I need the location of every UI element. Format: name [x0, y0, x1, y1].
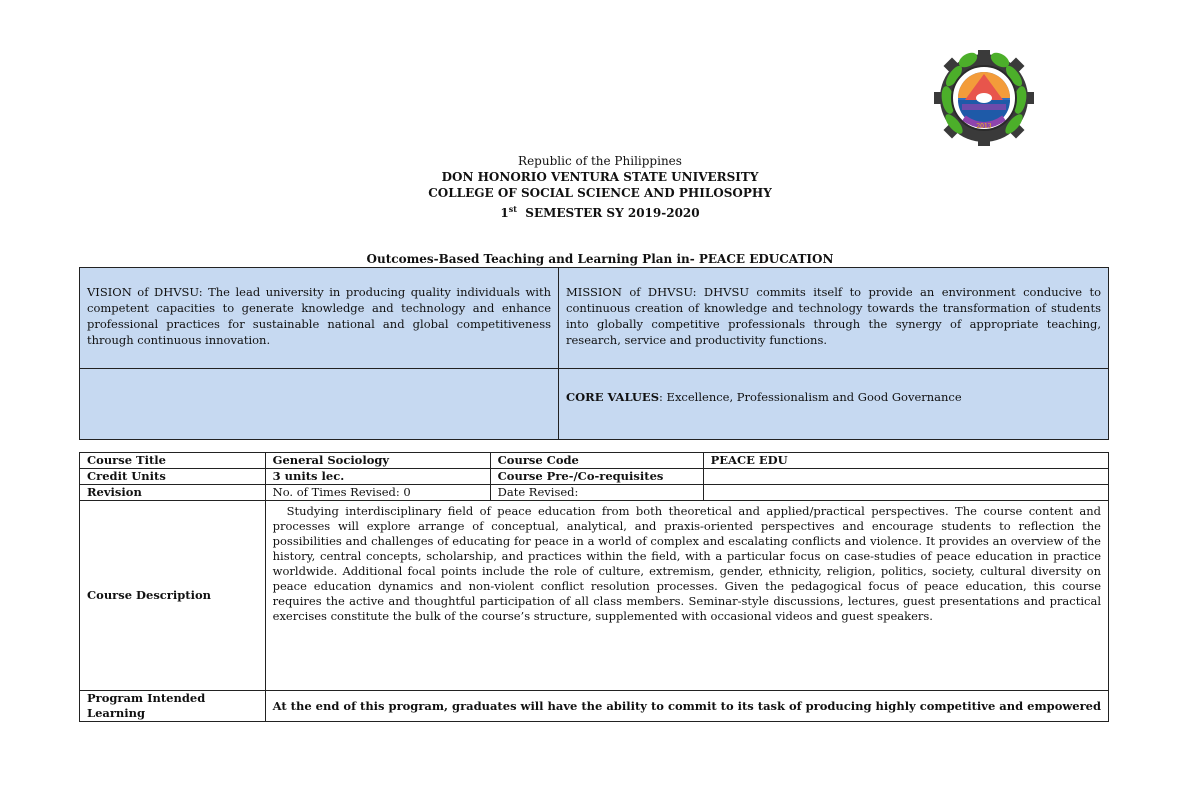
course-description-label: Course Description — [80, 501, 266, 691]
course-description-cell — [265, 501, 1108, 691]
pilo-label: Program Intended Learning — [80, 691, 266, 722]
semester-number: 1 — [500, 206, 509, 220]
table-row — [80, 691, 1109, 722]
course-code-value: PEACE EDU — [703, 453, 1108, 469]
course-title-label: Course Title — [80, 453, 266, 469]
document-header — [0, 153, 1200, 221]
date-revised-value — [703, 485, 1108, 501]
core-values-label: CORE VALUES — [566, 390, 660, 404]
college-seal-logo — [928, 48, 1040, 148]
university-name: DON HONORIO VENTURA STATE UNIVERSITY — [441, 170, 759, 184]
course-description-text: Studying interdisciplinary field of peace education from both theoretical and applied/practical perspectives. The course content and processes will explore arrange of conceptual, analytical, and praxis-oriented perspectives and encourage students to reflection the possibilities and challenges of educating for peace in a world of complex and escalating conflicts and violence. It provides an overview of the history, central concepts, scholarship, and practices within the field, with a particular focus on case-studies of peace education in practice worldwide. Additional focal points include the role of culture, extremism, gender, ethnicity, religion, politics, society, cultural diversity on peace education dynamics and non-violent conflict resolution processes. Given the pedagogical focus of peace education, this course requires the active and thoughtful participation of all class members. Seminar-style discussions, lectures, guest presentations and practical exercises constitute the bulk of the course’s structure, supplemented with occasional videos and guest speakers. — [272, 504, 1101, 623]
semester-text: SEMESTER SY 2019-2020 — [516, 206, 700, 220]
college-name: COLLEGE OF SOCIAL SCIENCE AND PHILOSOPHY — [428, 186, 772, 200]
core-values-text: : Excellence, Professionalism and Good Governance — [659, 390, 962, 404]
semester-line — [0, 201, 1200, 221]
pilo-value: At the end of this program, graduates will have the ability to commit to its task of producing highly competitive and empowered — [265, 691, 1108, 722]
course-code-label: Course Code — [490, 453, 703, 469]
table-row — [80, 453, 1109, 469]
logo-year: 2013 — [976, 123, 992, 130]
mission-cell: MISSION of DHVSU: DHVSU commits itself to provide an environment conducive to continuous creation of knowledge and technology towards the transformation of students into globally competitive professionals through the synergy of appropriate teaching, research, service and productivity functions. — [559, 268, 1109, 369]
credit-units-label: Credit Units — [80, 469, 266, 485]
vision-cell: VISION of DHVSU: The lead university in producing quality individuals with competent capacities to generate knowledge and technology and enhance professional practices for sustainable national and global competitiveness through continuous innovation. — [80, 268, 559, 369]
core-values-cell — [559, 369, 1109, 440]
plan-title: Outcomes-Based Teaching and Learning Plan in- PEACE EDUCATION — [366, 252, 834, 266]
date-revised-label: Date Revised: — [490, 485, 703, 501]
empty-cell — [80, 369, 559, 440]
prerequisites-label: Course Pre-/Co-requisites — [490, 469, 703, 485]
semester-suffix: st — [508, 204, 517, 214]
country-line: Republic of the Philippines — [518, 154, 682, 168]
prerequisites-value — [703, 469, 1108, 485]
table-row — [80, 485, 1109, 501]
course-details-table — [79, 452, 1109, 722]
revision-label: Revision — [80, 485, 266, 501]
table-row — [80, 469, 1109, 485]
vision-mission-table — [79, 267, 1109, 440]
revision-count: No. of Times Revised: 0 — [265, 485, 490, 501]
course-title-value: General Sociology — [265, 453, 490, 469]
credit-units-value: 3 units lec. — [265, 469, 490, 485]
table-row — [80, 501, 1109, 691]
